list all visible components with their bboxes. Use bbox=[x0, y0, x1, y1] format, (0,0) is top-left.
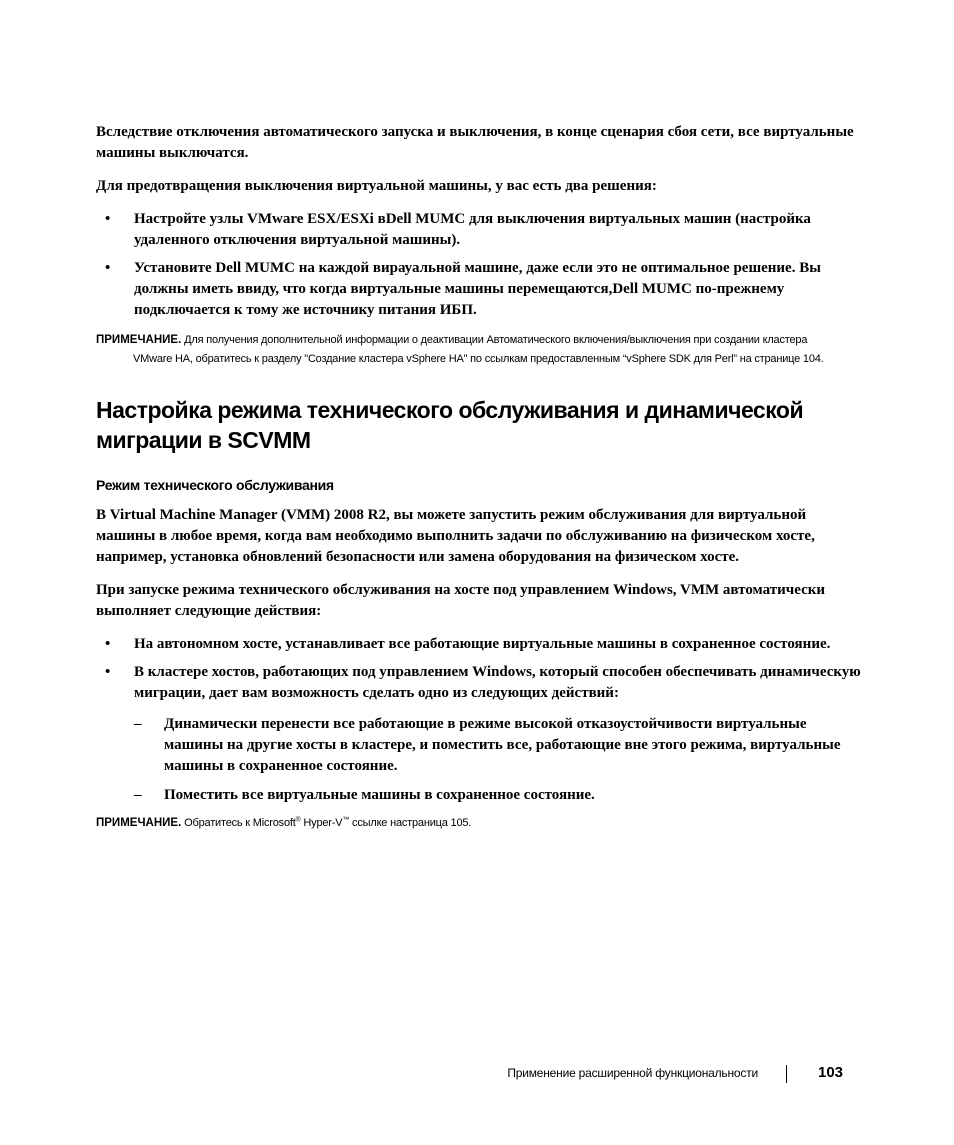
bullet-icon: • bbox=[105, 211, 111, 227]
list-item-text: Поместить все виртуальные машины в сохраненное состояние. bbox=[164, 787, 595, 803]
list-item bbox=[96, 634, 866, 655]
list-item bbox=[96, 209, 866, 251]
footer-title: Применение расширенной функциональности bbox=[507, 1066, 758, 1080]
note-text-part: Hyper-V bbox=[300, 817, 343, 829]
list-item bbox=[96, 258, 866, 321]
list-item-text: Установите Dell MUMC на каждой вирауальной машине, даже если это не оптимальное решение. Вы должны иметь ввиду, что когда виртуальные машины перемещаются,Dell MUMC по-прежнему подключается к тому же источнику питания ИБП. bbox=[134, 260, 821, 318]
note-text-part: ссылке настраница 105. bbox=[349, 817, 472, 829]
footer-divider bbox=[786, 1065, 787, 1083]
note-text-line1: Для получения дополнительной информации о деактивации Автоматического включения/выключения при создании кластера bbox=[184, 334, 808, 346]
note-vmware-ha bbox=[96, 331, 866, 369]
list-item bbox=[96, 785, 866, 806]
note-label: ПРИМЕЧАНИЕ. bbox=[96, 817, 182, 829]
trademark-mark: ™ bbox=[342, 816, 350, 824]
section-heading-line2: миграции в SCVMM bbox=[96, 427, 311, 453]
registered-mark: ® bbox=[295, 816, 301, 824]
solutions-list bbox=[96, 209, 866, 321]
section-heading bbox=[96, 395, 866, 455]
note-text-line2: VMware HA, обратитесь к разделу "Создание кластера vSphere HA" по ссылкам предоставленным “vSphere SDK для Perl” на странице 104. bbox=[133, 353, 824, 365]
page-footer bbox=[0, 1064, 954, 1084]
cluster-options-list bbox=[96, 714, 866, 806]
dash-icon: – bbox=[134, 716, 142, 732]
note-text-part: Обратитесь к Microsoft bbox=[184, 817, 296, 829]
section-heading-line1: Настройка режима технического обслуживания и динамической bbox=[96, 397, 804, 423]
bullet-icon: • bbox=[105, 664, 111, 680]
list-item bbox=[96, 662, 866, 704]
note-hyper-v bbox=[96, 814, 866, 833]
list-item bbox=[96, 714, 866, 777]
list-item-text: Динамически перенести все работающие в режиме высокой отказоустойчивости виртуальные машины на другие хосты в кластере, и поместить все, работающие вне этого режима, виртуальные машины в сохраненное состояние. bbox=[164, 716, 841, 774]
dash-icon: – bbox=[134, 787, 142, 803]
list-item-text: На автономном хосте, устанавливает все работающие виртуальные машины в сохраненное состояние. bbox=[134, 636, 831, 652]
note-text bbox=[184, 817, 471, 829]
paragraph-two-solutions: Для предотвращения выключения виртуальной машины, у вас есть два решения: bbox=[96, 178, 657, 194]
actions-list bbox=[96, 634, 866, 704]
list-item-text: Настройте узлы VMware ESX/ESXi вDell MUMC для выключения виртуальных машин (настройка удаленного отключения виртуальной машины). bbox=[134, 211, 811, 248]
paragraph-vmm-actions: При запуске режима технического обслуживания на хосте под управлением Windows, VMM автоматически выполняет следующие действия: bbox=[96, 582, 826, 619]
page-number: 103 bbox=[818, 1064, 844, 1081]
subsection-heading: Режим технического обслуживания bbox=[96, 477, 334, 493]
bullet-icon: • bbox=[105, 636, 111, 652]
page-content bbox=[96, 122, 866, 859]
bullet-icon: • bbox=[105, 260, 111, 276]
paragraph-shutdown-consequence: Вследствие отключения автоматического запуска и выключения, в конце сценария сбоя сети, все виртуальные машины выключатся. bbox=[96, 124, 854, 161]
note-label: ПРИМЕЧАНИЕ. bbox=[96, 334, 182, 346]
list-item-text: В кластере хостов, работающих под управлением Windows, который способен обеспечивать динамическую миграции, дает вам возможность сделать одно из следующих действий: bbox=[134, 664, 861, 701]
paragraph-vmm-maintenance: В Virtual Machine Manager (VMM) 2008 R2, вы можете запустить режим обслуживания для виртуальной машины в любое время, когда вам необходимо выполнить задачи по обслуживанию на физическом хосте, например, установка обновлений безопасности или замена оборудования на физическом хосте. bbox=[96, 507, 815, 565]
